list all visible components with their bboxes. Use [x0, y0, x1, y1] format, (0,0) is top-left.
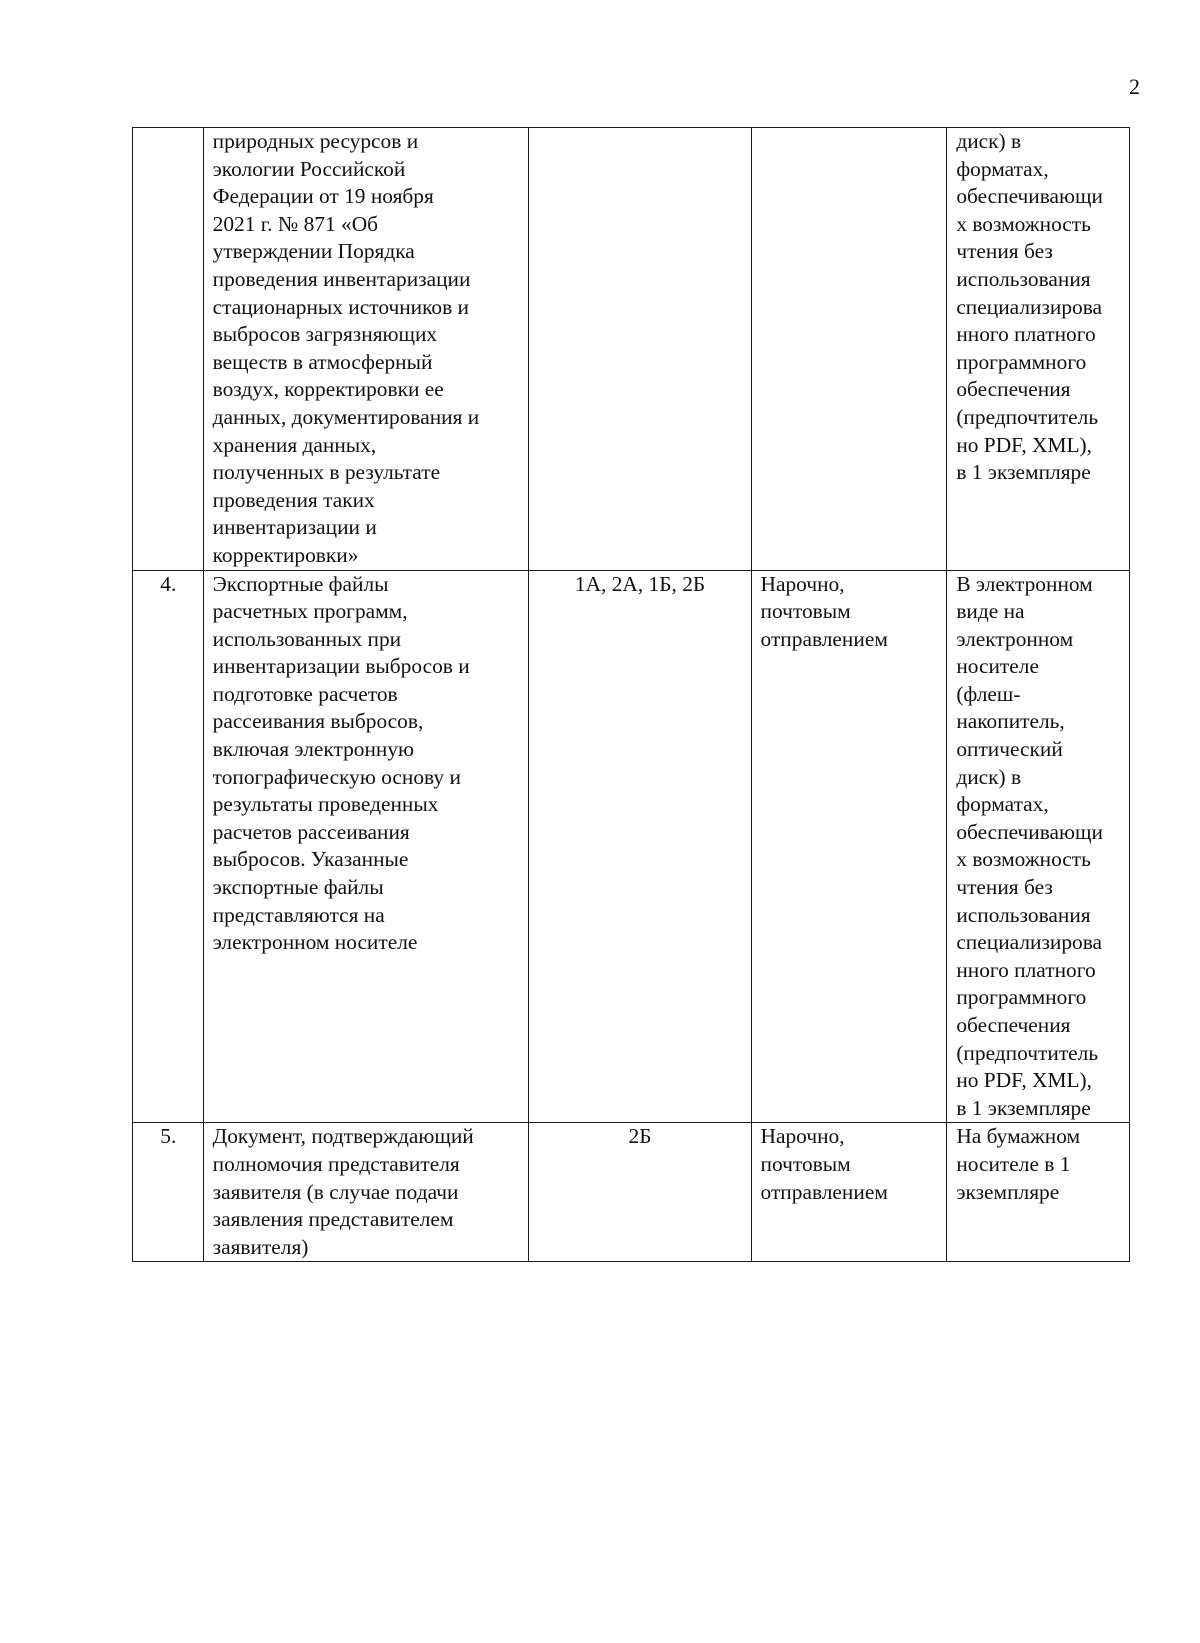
table-row [133, 1123, 1130, 1262]
text-line: использования [956, 266, 1091, 291]
document-name-cell [203, 1123, 528, 1262]
text-line: Федерации от 19 ноября [212, 184, 434, 209]
text-line: программного [956, 985, 1087, 1010]
text-line: 2021 г. № 871 «Об [212, 211, 379, 236]
applicant-category-cell: 1А, 2А, 1Б, 2Б [528, 570, 751, 1123]
text-line: (предпочтитель [956, 404, 1099, 429]
document-name-cell [203, 570, 528, 1123]
text-line: виде на [956, 599, 1025, 624]
documents-table [132, 127, 1130, 1262]
text-line: выбросов. Указанные [212, 847, 409, 872]
table-row [133, 128, 1130, 571]
text-line: х возможность [956, 211, 1091, 236]
text-line: диск) в [956, 764, 1022, 789]
text-line: обеспечения [956, 1013, 1071, 1037]
text-line: полученных в результате [212, 460, 441, 485]
text-line: подготовке расчетов [212, 681, 398, 706]
text-line: В электронном [956, 571, 1093, 596]
applicant-category-cell: 2Б [528, 1123, 751, 1262]
text-line: Экспортные файлы [212, 571, 389, 596]
text-line: специализирова [956, 930, 1103, 955]
text-line: форматах, [956, 792, 1049, 817]
text-line: использованных при [212, 626, 402, 651]
text-line: почтовым [760, 599, 851, 624]
submission-form-cell [947, 570, 1130, 1123]
text-line: почтовым [760, 1151, 851, 1176]
text-line: веществ в атмосферный [212, 349, 433, 374]
text-line: воздух, корректировки ее [212, 377, 444, 402]
text-line: стационарных источников и [212, 294, 470, 319]
text-line: чтения без [956, 875, 1053, 900]
text-line: использования [956, 902, 1091, 927]
text-line: расчетов рассеивания [212, 819, 410, 844]
text-line: обеспечивающи [956, 184, 1103, 209]
text-line: инвентаризации выбросов и [212, 654, 470, 679]
text-line: оптический [956, 737, 1063, 762]
text-line: носителе [956, 654, 1039, 679]
text-line: включая электронную [212, 737, 415, 762]
text-line: заявителя) [212, 1234, 309, 1259]
text-line: Документ, подтверждающий [212, 1124, 474, 1149]
text-line: но PDF, XML), [956, 432, 1093, 457]
row-number-cell [133, 128, 204, 571]
row-number-cell: 4. [133, 570, 204, 1123]
text-line: инвентаризации и [212, 515, 377, 540]
text-line: представляются на [212, 902, 385, 927]
text-line: накопитель, [956, 709, 1065, 734]
submission-form-cell [947, 1123, 1130, 1262]
text-line: нного платного [956, 957, 1096, 982]
text-line: расчетных программ, [212, 599, 408, 624]
text-line: носителе в 1 [956, 1151, 1071, 1176]
text-line: в 1 экземпляре [956, 1095, 1091, 1120]
text-line: диск) в [956, 129, 1022, 153]
text-line: отправлением [760, 1179, 888, 1204]
text-line: нного платного [956, 322, 1096, 347]
table-row [133, 570, 1130, 1123]
applicant-category-cell [528, 128, 751, 571]
text-line: программного [956, 349, 1087, 374]
text-line: (флеш- [956, 681, 1021, 706]
document-name-cell [203, 128, 528, 571]
text-line: х возможность [956, 847, 1091, 872]
text-line: но PDF, XML), [956, 1068, 1093, 1093]
row-number-cell: 5. [133, 1123, 204, 1262]
submission-method-cell [751, 1123, 947, 1262]
submission-method-cell [751, 128, 947, 571]
text-line: экспортные файлы [212, 875, 384, 900]
text-line: заявителя (в случае подачи [212, 1179, 459, 1204]
text-line: проведения таких [212, 487, 375, 512]
page-number: 2 [1129, 74, 1140, 99]
text-line: экологии Российской [212, 156, 406, 181]
text-line: На бумажном [956, 1124, 1081, 1149]
text-line: форматах, [956, 156, 1049, 181]
text-line: выбросов загрязняющих [212, 322, 438, 347]
text-line: (предпочтитель [956, 1040, 1099, 1065]
text-line: специализирова [956, 294, 1103, 319]
text-line: Нарочно, [760, 571, 845, 596]
text-line: хранения данных, [212, 432, 377, 457]
text-line: экземпляре [956, 1179, 1060, 1204]
text-line: природных ресурсов и [212, 129, 419, 153]
text-line: обеспечивающи [956, 819, 1103, 844]
text-line: результаты проведенных [212, 792, 439, 817]
text-line: рассеивания выбросов, [212, 709, 424, 734]
text-line: отправлением [760, 626, 888, 651]
text-line: утверждении Порядка [212, 239, 415, 264]
text-line: топографическую основу и [212, 764, 461, 789]
text-line: в 1 экземпляре [956, 460, 1091, 485]
text-line: Нарочно, [760, 1124, 845, 1149]
text-line: электронном [956, 626, 1074, 651]
text-line: проведения инвентаризации [212, 266, 471, 291]
submission-form-cell [947, 128, 1130, 571]
text-line: обеспечения [956, 377, 1071, 402]
text-line: корректировки» [212, 542, 359, 567]
text-line: чтения без [956, 239, 1053, 264]
text-line: заявления представителем [212, 1207, 454, 1232]
text-line: полномочия представителя [212, 1151, 460, 1176]
text-line: данных, документирования и [212, 404, 480, 429]
text-line: электронном носителе [212, 930, 418, 955]
submission-method-cell [751, 570, 947, 1123]
